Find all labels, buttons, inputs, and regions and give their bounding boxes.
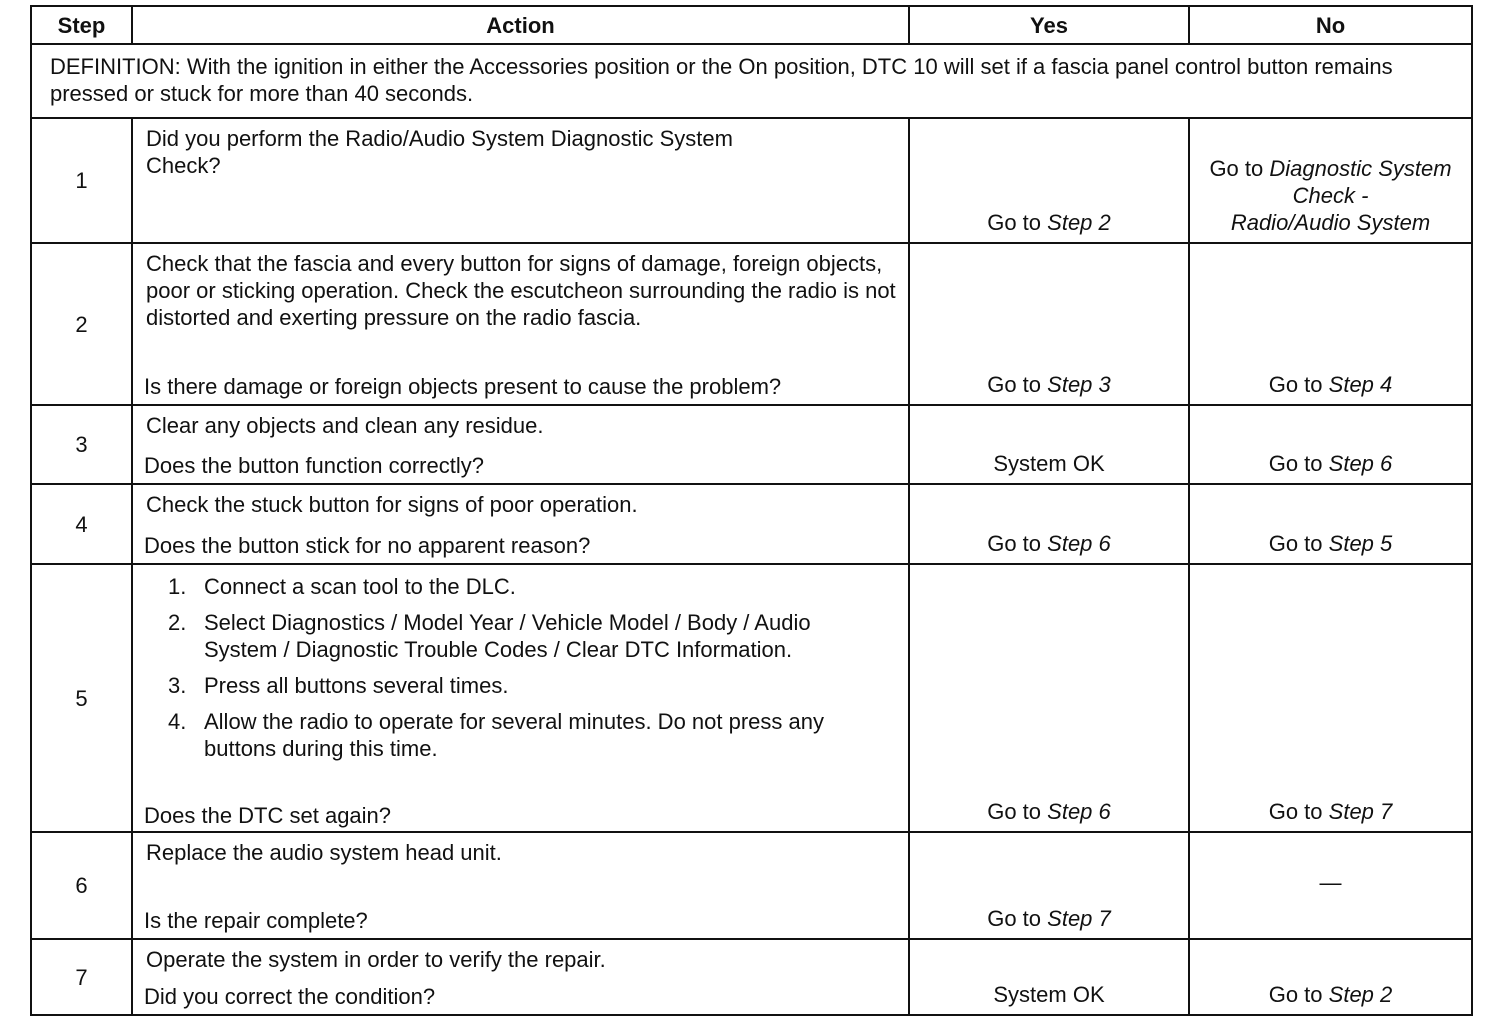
- table-row: [31, 118, 1472, 243]
- header-step: Step: [31, 6, 132, 44]
- substep-list: [146, 573, 900, 762]
- yes-cell: System OK: [909, 939, 1189, 1015]
- action-question: Does the button function correctly?: [144, 453, 484, 478]
- action-question: Does the DTC set again?: [144, 803, 392, 828]
- yes-cell: System OK: [909, 405, 1189, 484]
- step-link[interactable]: Step 7: [1047, 906, 1111, 931]
- action-question: Does the button stick for no apparent reason?: [144, 533, 591, 558]
- diagnostic-link[interactable]: Diagnostic System Check -: [1269, 156, 1452, 208]
- step-number: 3: [31, 405, 132, 484]
- list-item: [168, 708, 900, 762]
- no-cell: [1189, 118, 1472, 243]
- header-row: [31, 6, 1472, 44]
- go-to-text: Go to: [1268, 799, 1323, 824]
- no-cell: [1189, 405, 1472, 484]
- substep-text: Press all buttons several times.: [204, 673, 509, 698]
- list-item: [168, 573, 900, 600]
- step-number: 4: [31, 484, 132, 564]
- go-to-text: Go to: [987, 210, 1042, 235]
- step-link[interactable]: Step 4: [1328, 372, 1393, 397]
- step-link[interactable]: Step 6: [1328, 451, 1393, 476]
- no-cell: [1189, 484, 1472, 564]
- go-to-text: Go to: [987, 906, 1042, 931]
- go-to-text: Go to: [1268, 372, 1323, 397]
- step-link[interactable]: Step 6: [1047, 799, 1111, 824]
- go-to-text: Go to: [1209, 156, 1264, 181]
- substep-text: Allow the radio to operate for several minutes. Do not press any buttons during this time.: [204, 709, 824, 761]
- substep-number: 1.: [168, 574, 187, 599]
- action-cell: [132, 832, 909, 939]
- header-yes: Yes: [909, 6, 1189, 44]
- yes-cell: [909, 243, 1189, 405]
- header-no: No: [1189, 6, 1472, 44]
- go-to-text: Go to: [987, 372, 1042, 397]
- action-instruction: Replace the audio system head unit.: [146, 840, 502, 865]
- step-number: 2: [31, 243, 132, 405]
- action-question: Is the repair complete?: [144, 908, 368, 933]
- action-instruction: Did you perform the Radio/Audio System Diagnostic System Check?: [146, 126, 733, 178]
- go-to-text: Go to: [1268, 531, 1323, 556]
- go-to-text: Go to: [1268, 451, 1323, 476]
- substep-number: 3.: [168, 673, 187, 698]
- table-row: [31, 484, 1472, 564]
- action-cell: [132, 484, 909, 564]
- action-cell: [132, 564, 909, 832]
- step-link[interactable]: Step 3: [1047, 372, 1111, 397]
- step-number: 5: [31, 564, 132, 832]
- step-link[interactable]: Step 6: [1047, 531, 1111, 556]
- header-action: Action: [132, 6, 909, 44]
- yes-cell: [909, 118, 1189, 243]
- diagnostic-table: [30, 5, 1473, 1016]
- list-item: [168, 609, 900, 663]
- definition-row: [31, 44, 1472, 118]
- action-instruction: Operate the system in order to verify the repair.: [146, 947, 606, 972]
- step-link[interactable]: Step 5: [1328, 531, 1393, 556]
- step-number: 6: [31, 832, 132, 939]
- list-item: [168, 672, 900, 699]
- action-cell: [132, 118, 909, 243]
- no-cell: [1189, 564, 1472, 832]
- substep-number: 4.: [168, 709, 187, 734]
- substep-text: Connect a scan tool to the DLC.: [204, 574, 516, 599]
- definition-text: DEFINITION: With the ignition in either the Accessories position or the On position, DTC 10 will set if a fascia panel control button remains pressed or stuck for more than 40 seconds.: [31, 44, 1472, 118]
- table-row: [31, 939, 1472, 1015]
- go-to-text: Go to: [987, 531, 1042, 556]
- no-cell: [1189, 939, 1472, 1015]
- action-cell: [132, 939, 909, 1015]
- action-instruction: Check the stuck button for signs of poor operation.: [146, 492, 638, 517]
- table-row: [31, 243, 1472, 405]
- action-question: Did you correct the condition?: [144, 984, 436, 1009]
- step-number: 1: [31, 118, 132, 243]
- table-row: [31, 405, 1472, 484]
- substep-number: 2.: [168, 610, 187, 635]
- table-row: [31, 832, 1472, 939]
- step-link[interactable]: Step 7: [1328, 799, 1393, 824]
- step-link[interactable]: Step 2: [1328, 982, 1393, 1007]
- action-instruction: Clear any objects and clean any residue.: [146, 413, 544, 438]
- go-to-text: Go to: [1268, 982, 1323, 1007]
- step-number: 7: [31, 939, 132, 1015]
- no-action-dash: —: [1319, 870, 1342, 895]
- step-link[interactable]: Step 2: [1047, 210, 1111, 235]
- action-instruction: Check that the fascia and every button for signs of damage, foreign objects, poor or sticking operation. Check the escutcheon surrounding the radio is not distorted and exerting pressure on the radio fascia.: [146, 251, 896, 330]
- action-question: Is there damage or foreign objects present to cause the problem?: [144, 374, 782, 399]
- action-cell: [132, 405, 909, 484]
- yes-cell: [909, 832, 1189, 939]
- yes-cell: [909, 484, 1189, 564]
- no-cell: [1189, 243, 1472, 405]
- action-cell: [132, 243, 909, 405]
- go-to-text: Go to: [987, 799, 1042, 824]
- substep-text: Select Diagnostics / Model Year / Vehicle Model / Body / Audio System / Diagnostic Trouble Codes / Clear DTC Information.: [204, 610, 811, 662]
- table-row: [31, 564, 1472, 832]
- yes-cell: [909, 564, 1189, 832]
- diagnostic-link-cont[interactable]: Radio/Audio System: [1230, 210, 1431, 235]
- no-cell: [1189, 832, 1472, 939]
